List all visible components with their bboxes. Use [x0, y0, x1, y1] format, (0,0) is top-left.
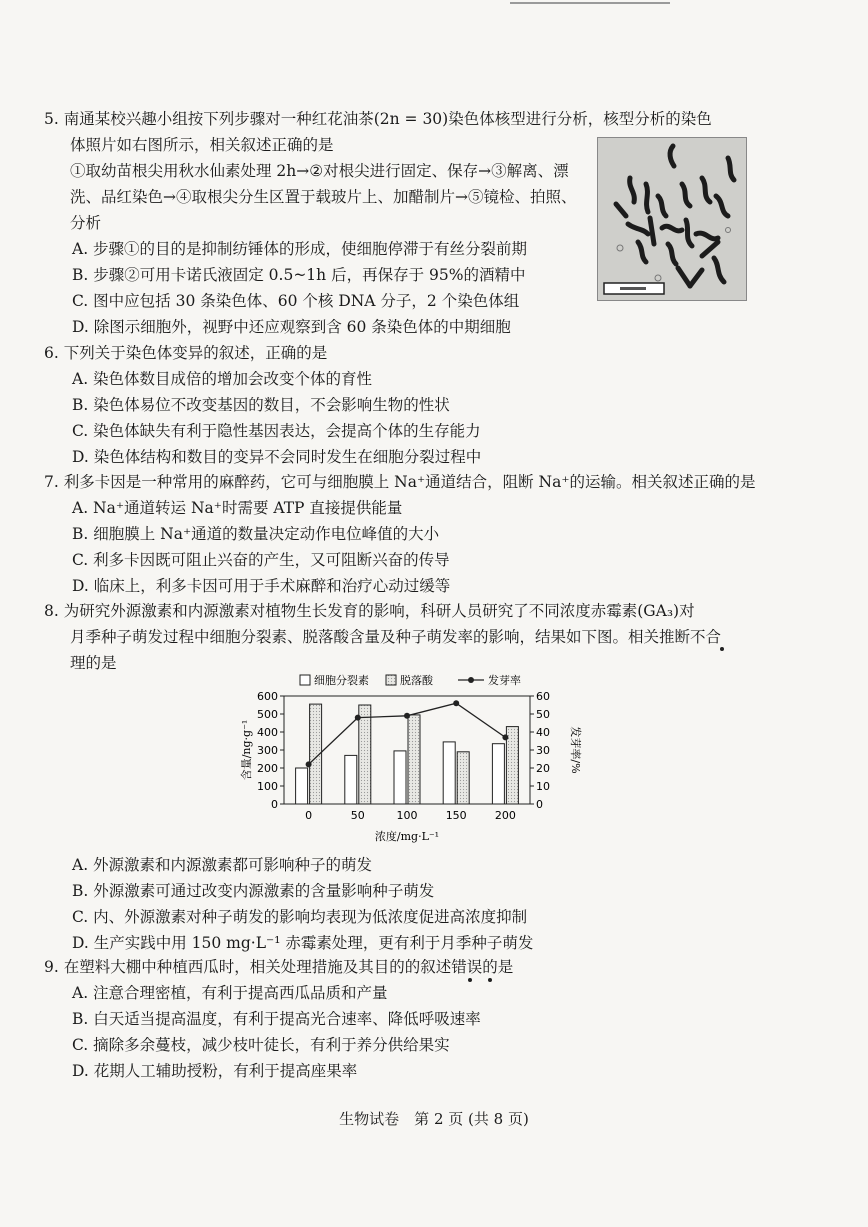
q5-option-c: C. 图中应包括 30 条染色体、60 个核 DNA 分子，2 个染色体组 — [72, 292, 520, 310]
chart-canvas — [240, 668, 580, 848]
germination-rate-point — [404, 713, 410, 719]
q5-option-a: A. 步骤①的目的是抑制纺锤体的形成，使细胞停滞于有丝分裂前期 — [72, 240, 528, 258]
question-7 — [44, 469, 764, 599]
q5-option-b: B. 步骤②可用卡诺氏液固定 0.5~1h 后，再保存于 95%的酒精中 — [72, 266, 526, 284]
x-tick-label: 100 — [396, 809, 418, 822]
q8-option-d: D. 生产实践中用 150 mg·L⁻¹ 赤霉素处理，更有利于月季种子萌发 — [72, 934, 534, 952]
germination-rate-point — [355, 715, 361, 721]
y2-tick-label: 30 — [536, 744, 550, 757]
question-9 — [44, 954, 764, 1084]
y-tick-label: 300 — [257, 744, 278, 757]
q5-option-d: D. 除图示细胞外，视野中还应观察到含 60 条染色体的中期细胞 — [72, 318, 511, 336]
q6-option-c: C. 染色体缺失有利于隐性基因表达，会提高个体的生存能力 — [72, 422, 481, 440]
q7-option-a: A. Na⁺通道转运 Na⁺时需要 ATP 直接提供能量 — [72, 499, 403, 517]
y-tick-label: 100 — [257, 780, 278, 793]
bar-abscisic-acid — [359, 705, 371, 804]
q9-stem: 9. 在塑料大棚中种植西瓜时，相关处理措施及其目的的叙述错误的是 — [44, 958, 514, 976]
emphasis-dot — [720, 647, 724, 651]
y2-tick-label: 0 — [536, 798, 543, 811]
germination-rate-point — [453, 700, 459, 706]
legend-label-abscisic-acid: 脱落酸 — [400, 674, 433, 687]
q6-option-b: B. 染色体易位不改变基因的数目，不会影响生物的性状 — [72, 396, 450, 414]
q7-option-c: C. 利多卡因既可阻止兴奋的产生，又可阻断兴奋的传导 — [72, 551, 450, 569]
y-axis-label: 含量/ng·g⁻¹ — [240, 719, 253, 781]
legend-swatch-abscisic-acid — [386, 675, 396, 685]
q7-stem: 7. 利多卡因是一种常用的麻醉药，它可与细胞膜上 Na⁺通道结合，阻断 Na⁺的运输。相关叙述正确的是 — [44, 473, 756, 491]
y-tick-label: 600 — [257, 690, 278, 703]
germination-rate-point — [502, 734, 508, 740]
chromosome-micrograph — [597, 137, 747, 301]
germination-rate-line — [309, 703, 506, 764]
bar-cytokinin — [296, 768, 308, 804]
x-tick-label: 0 — [305, 809, 313, 822]
y2-tick-label: 40 — [536, 726, 550, 739]
bar-cytokinin — [443, 742, 455, 804]
y2-axis-label: 发芽率/% — [569, 726, 582, 774]
bar-abscisic-acid — [457, 752, 469, 804]
question-8 — [44, 598, 764, 676]
y2-tick-label: 10 — [536, 780, 550, 793]
legend-label-germination: 发芽率 — [488, 674, 521, 687]
scan-mark — [510, 2, 670, 4]
bar-cytokinin — [492, 744, 504, 804]
q8-line3: 理的是 — [70, 654, 117, 672]
q6-stem: 6. 下列关于染色体变异的叙述，正确的是 — [44, 344, 328, 362]
q8-option-a: A. 外源激素和内源激素都可影响种子的萌发 — [72, 856, 373, 874]
q5-line4: 洗、品红染色→④取根尖分生区置于载玻片上、加醋制片→⑤镜检、拍照、 — [70, 188, 577, 206]
germination-rate-point — [306, 761, 312, 767]
emphasis-dot — [468, 978, 472, 982]
q9-option-b: B. 白天适当提高温度，有利于提高光合速率、降低呼吸速率 — [72, 1010, 481, 1028]
q6-option-d: D. 染色体结构和数目的变异不会同时发生在细胞分裂过程中 — [72, 448, 482, 466]
question-6 — [44, 340, 764, 470]
legend-swatch-cytokinin — [300, 675, 310, 685]
question-8-options — [44, 852, 764, 956]
legend-label-cytokinin: 细胞分裂素 — [314, 674, 369, 687]
q5-line2: 体照片如右图所示，相关叙述正确的是 — [70, 136, 334, 154]
q9-option-a: A. 注意合理密植，有利于提高西瓜品质和产量 — [72, 984, 388, 1002]
x-tick-label: 200 — [494, 809, 516, 822]
y-tick-label: 400 — [257, 726, 278, 739]
y-tick-label: 500 — [257, 708, 278, 721]
x-tick-label: 50 — [350, 809, 365, 822]
q7-option-d: D. 临床上，利多卡因可用于手术麻醉和治疗心动过缓等 — [72, 577, 451, 595]
emphasis-dot — [488, 978, 492, 982]
q7-option-b: B. 细胞膜上 Na⁺通道的数量决定动作电位峰值的大小 — [72, 525, 440, 543]
q8-option-c: C. 内、外源激素对种子萌发的影响均表现为低浓度促进高浓度抑制 — [72, 908, 528, 926]
bar-cytokinin — [394, 751, 406, 804]
q5-line5: 分析 — [70, 214, 102, 232]
q5-line3: ①取幼苗根尖用秋水仙素处理 2h→②对根尖进行固定、保存→③解离、漂 — [70, 162, 569, 180]
x-tick-label: 150 — [445, 809, 467, 822]
q8-line2: 月季种子萌发过程中细胞分裂素、脱落酸含量及种子萌发率的影响，结果如下图。相关推断不合 — [70, 628, 722, 646]
y2-tick-label: 50 — [536, 708, 550, 721]
page-footer: 生物试卷 第 2 页 (共 8 页) — [339, 1110, 529, 1128]
q9-option-d: D. 花期人工辅助授粉，有利于提高座果率 — [72, 1062, 358, 1080]
bar-abscisic-acid — [408, 715, 420, 804]
legend-swatch-germination-point — [468, 677, 474, 683]
y2-tick-label: 20 — [536, 762, 550, 775]
q6-option-a: A. 染色体数目成倍的增加会改变个体的育性 — [72, 370, 373, 388]
y-tick-label: 200 — [257, 762, 278, 775]
bar-cytokinin — [345, 755, 357, 804]
q8-line1: 8. 为研究外源激素和内源激素对植物生长发育的影响，科研人员研究了不同浓度赤霉素(GA₃)对 — [44, 602, 695, 620]
ga3-chart — [240, 668, 580, 848]
x-axis-label: 浓度/mg·L⁻¹ — [374, 830, 440, 843]
q5-line1: 5. 南通某校兴趣小组按下列步骤对一种红花油茶(2n = 30)染色体核型进行分析，核型分析的染色 — [44, 110, 712, 128]
y2-tick-label: 60 — [536, 690, 550, 703]
q9-option-c: C. 摘除多余蔓枝，减少枝叶徒长，有利于养分供给果实 — [72, 1036, 450, 1054]
q8-option-b: B. 外源激素可通过改变内源激素的含量影响种子萌发 — [72, 882, 435, 900]
y-tick-label: 0 — [271, 798, 278, 811]
